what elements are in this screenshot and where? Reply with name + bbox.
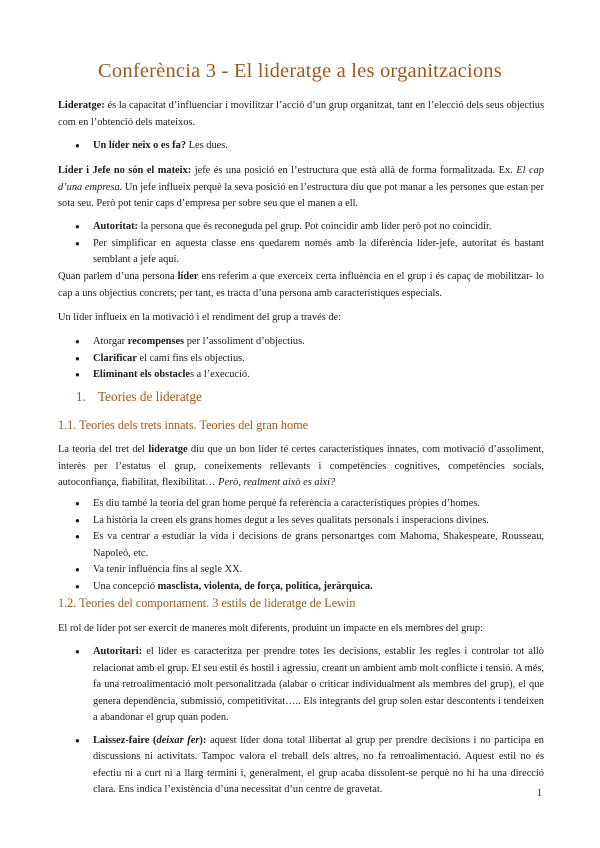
term-lideratge: Lideratge: xyxy=(58,100,105,111)
paragraph-lider-jefe: Líder i Jefe no són el mateix: jefe és una posició en l’estructura que està allà de forma formalitzada. Ex. El cap d’una empresa. Un jefe influeix perquè la seva posició en l’estructura diu que pot manar a les persones que estan per sota seu. Però pot tenir caps d’empresa per sobre seu que el manen a ell. xyxy=(58,165,544,209)
subsection-heading-trets-innats: 1.1. Teories dels trets innats. Teories del gran home xyxy=(58,418,308,432)
list-autoritat xyxy=(58,219,544,269)
list-item: ● Atorgar recompenses per l’assoliment d’objectius. xyxy=(58,334,544,351)
list-item: ● Per simplificar en aquesta classe ens quedarem només amb la diferència líder-jefe, autoritat és bastant semblant a jefe aquí. xyxy=(58,236,544,269)
list-item: ● Clarificar el camí fins els objectius. xyxy=(58,351,544,368)
list-item: ● Va tenir influència fins al segle XX. xyxy=(58,562,544,579)
section-heading-teories: 1. Teories de lideratge xyxy=(76,389,202,404)
list-item-laissez-faire: ● Laissez-faire (deixar fer): aquest líder dona total llibertat al grup per prendre decisions i no participa en discussions ni activitats. Tampoc valora el treball dels altres, no fa retroalimentació. Aquest estil no és efectiu ni a curt ni a llarg termini i, generalment, el grup acaba dissolent-se perquè no hi ha una direcció clara. Ens indica l’existència d’una necessitat d’un centre de gravetat. xyxy=(58,733,544,799)
paragraph-rol-lider: El rol de líder pot ser exercit de maneres molt diferents, produint un impacte en els membres del grup: xyxy=(58,623,484,634)
paragraph-lider-influencia: Quan parlem d’una persona líder ens referim a que exerceix certa influència en el grup i és capaç de mobilitzar- lo cap a uns objectius concrets; per tant, es tracta d’una persona amb característiques especials. xyxy=(58,271,544,299)
list-item-autoritari: ● Autoritari: el líder es caracteritza per prendre totes les decisions, establir les regles i controlar tot allò relacionat amb el grup. El seu estil és hostil i agressiu, creant un ambient amb molt conflicte i tensió. A més, fa una retroalimentació molt personalitzada (alabar o criticar individualment als membres del grup), el que genera dependència, submissió, competitivitat….. Els integrants del grup solen estar descontents i tendeixen a abandonar el grup quan poden. xyxy=(58,644,544,727)
list-estils-lewin xyxy=(58,644,544,799)
subsection-heading-comportament: 1.2. Teories del comportament. 3 estils de lideratge de Lewin xyxy=(58,596,356,610)
paragraph-lideratge-definition: Lideratge: és la capacitat d’influenciar i movilitzar l’acció d’un grup organitzat, tant en l’elecció dels seus objectius com en l’obtenció dels mateixos. xyxy=(58,100,544,128)
list-item: ● Es diu també la teoria del gran home perquè fa referència a característiques pròpies d’homes. xyxy=(58,496,544,513)
list-item: ● Autoritat: la persona que és reconeguda pel grup. Pot coincidir amb líder però pot no coincidir. xyxy=(58,219,544,236)
list-gran-home xyxy=(58,496,544,595)
list-item: ● Eliminant els obstacles a l’execució. xyxy=(58,367,544,384)
list-motivacio xyxy=(58,334,544,384)
list-item: ● Es va centrar a estudiar la vida i decisions de grans personartges com Mahoma, Shakespeare, Rousseau, Napoleó, etc. xyxy=(58,529,544,562)
list-item: ● La història la creen els grans homes degut a les seves qualitats personals i insperacions divines. xyxy=(58,513,544,530)
paragraph-motivacio: Un líder influeix en la motivació i el rendiment del grup a través de: xyxy=(58,312,342,323)
paragraph-teoria-tret: La teoria del tret del lideratge diu que un bon líder té certes característiques innates, com motivació d’assoliment, interès per l’estatus el grup, coneixements rellevants i competències cognitives, competències socials, autoconfiança, fiabilitat, flexibilitat… Però, realment això es així? xyxy=(58,444,544,488)
list-item: ● Una concepció masclista, violenta, de força, política, jeràrquica. xyxy=(58,579,544,596)
page-title: Conferència 3 - El lideratge a les organitzacions xyxy=(98,60,502,82)
list-neix xyxy=(58,138,544,155)
list-item: ● Un líder neix o es fa? Les dues. xyxy=(58,138,544,155)
page-number: 1 xyxy=(537,788,542,799)
